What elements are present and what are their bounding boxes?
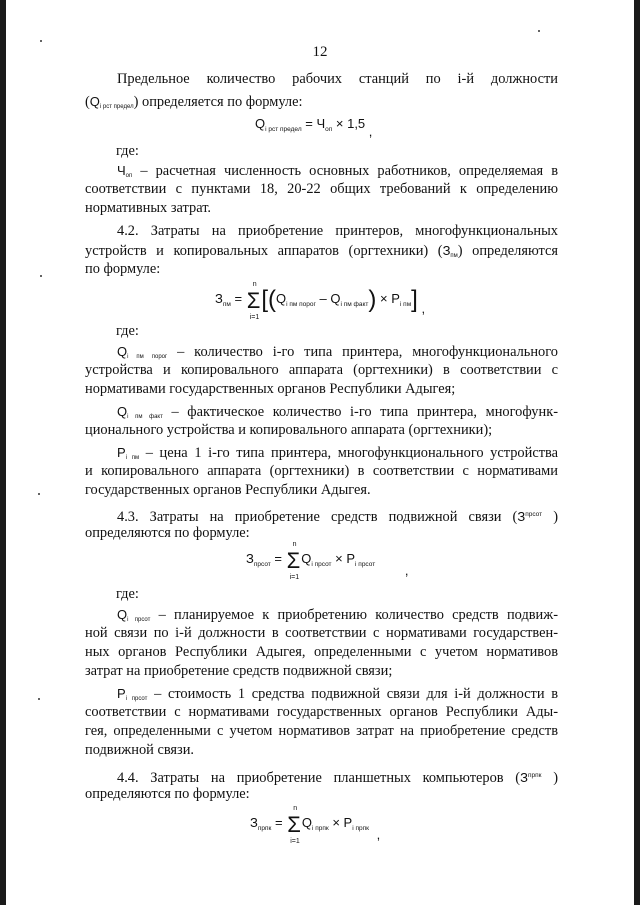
section-4-2-line1: 4.2. Затраты на приобретение принтеров, многофункциональных: [117, 223, 558, 239]
text-line: ) определяются: [457, 243, 558, 259]
definition-q-actual-line2: ционального устройства и копировального аппарата (оргтехники);: [85, 422, 493, 438]
symbol-superscript: прпк: [527, 772, 542, 779]
symbol-q: Q: [117, 344, 128, 359]
formula-mobile: [246, 541, 409, 581]
section-4-4-line2: определяются по формуле:: [85, 786, 250, 802]
sigma-upper: n: [293, 805, 298, 812]
text-line: – стоимость 1 средства подвижной связи для i-й должности в: [154, 686, 558, 702]
sigma-sum: Σ n i=1: [246, 281, 261, 321]
formula-comma: ,: [368, 124, 373, 139]
definition-mobile-qty-line4: затрат на приобретение средств подвижной связи;: [85, 663, 393, 679]
formula-eq: =: [274, 815, 283, 830]
formula-minus: –: [319, 291, 327, 306]
scan-speck: [38, 493, 40, 495]
text-line: ): [553, 770, 558, 786]
formula-q: Q: [301, 815, 312, 830]
formula-subscript: i прпк: [352, 825, 369, 832]
formula-subscript: i пм порог: [286, 301, 316, 308]
sigma-upper: n: [252, 281, 257, 288]
definition-q-threshold-line3: нормативами государственных органов Республики Адыгея;: [85, 381, 456, 397]
text-line: – планируемое к приобретению количество средств подвиж-: [158, 607, 558, 623]
section-4-3-line2: определяются по формуле:: [85, 525, 250, 541]
formula-subscript: i прсот: [355, 561, 376, 568]
sigma-lower: i=1: [290, 838, 300, 845]
formula-q-actual: Q: [330, 291, 341, 306]
definition-mobile-cost-line2: соответствии с нормативами государственных органов Республики Ады-: [85, 704, 558, 720]
formula-subscript: оп: [325, 126, 333, 133]
text-line: – цена 1 i-го типа принтера, многофункционального устройства: [145, 445, 558, 461]
text-line: устройств и копировальных аппаратов (оргтехники) (: [85, 243, 443, 259]
symbol-p: P: [117, 445, 126, 460]
scan-speck: [538, 30, 540, 32]
scan-speck: [40, 40, 42, 42]
formula-rhs: × 1,5: [335, 116, 366, 131]
symbol-subscript: i пм факт: [127, 414, 163, 420]
sigma-lower: i=1: [289, 574, 300, 581]
scan-speck: [40, 275, 42, 277]
symbol-superscript: прсот: [525, 511, 543, 518]
symbol-subscript: i пм: [125, 455, 140, 461]
where-label: где:: [116, 143, 139, 159]
symbol-z: З: [520, 770, 528, 785]
text-line: – расчетная численность основных работников, определяемая в: [140, 163, 558, 179]
symbol-subscript: i прсот: [125, 696, 148, 702]
formula-subscript: i прсот: [311, 561, 332, 568]
formula-lhs: З: [246, 551, 254, 566]
text-line: Предельное количество рабочих станций по i-й должности: [117, 71, 558, 87]
formula-p: P: [346, 551, 356, 566]
where-label: где:: [116, 323, 139, 339]
formula-comma: ,: [421, 301, 426, 316]
formula-times: ×: [335, 551, 343, 566]
definition-mobile-qty-line3: ных органов Республики Адыгея, определенными с учетом нормативов: [85, 644, 558, 660]
definition-workers-line3: нормативных затрат.: [85, 200, 212, 216]
symbol-subscript: i прсот: [127, 617, 151, 623]
text-line: ): [553, 509, 558, 525]
symbol-ch: Ч: [117, 163, 126, 178]
symbol-q: Q: [117, 607, 128, 622]
formula-q-threshold: Q: [275, 291, 287, 306]
symbol-subscript: пм: [450, 253, 458, 259]
sigma-sum: Σ n i=1: [287, 805, 301, 845]
symbol-q: Q: [89, 94, 100, 109]
formula-workstations: [255, 116, 373, 139]
symbol-z: З: [442, 243, 451, 258]
paragraph-workstations: [85, 70, 558, 90]
formula-lhs: З: [250, 815, 258, 830]
formula-eq: = Ч: [305, 116, 326, 131]
text-line: 4.3. Затраты на приобретение средств подвижной связи (: [117, 509, 518, 525]
formula-comma: ,: [404, 563, 409, 578]
definition-mobile-cost-line3: гея, определенными с учетом нормативов затрат на приобретение средств: [85, 723, 558, 739]
page-number: 12: [312, 44, 328, 60]
text-line: 4.4. Затраты на приобретение планшетных компьютеров (: [117, 770, 521, 786]
definition-workers-line2: соответствии с пунктами 18, 20-22 общих требований к определению: [85, 181, 558, 197]
symbol-q: Q: [117, 404, 128, 419]
scan-right-edge: [634, 0, 640, 905]
definition-mobile-qty-line2: ной связи по i-й должности в соответствии с нормативами государствен-: [85, 625, 558, 641]
definition-price-line2: и копировального аппарата (оргтехники) в соответствии с нормативами: [85, 463, 558, 479]
symbol-subscript: i рст предел: [99, 104, 134, 110]
formula-q: Q: [301, 551, 312, 566]
sigma-lower: i=1: [249, 314, 260, 321]
definition-q-threshold-line2: устройства и копировального аппарата (оргтехники) в соответствии с: [85, 362, 558, 378]
formula-eq: =: [234, 291, 243, 306]
formula-printers: $З_{пм} = \Sigma$ n i=1 $[(Q_{i пм порог} - Q_{i пм факт}) \times P_{i пм}]$ ,: [215, 281, 426, 321]
section-4-2-line3: по формуле:: [85, 261, 161, 277]
scan-left-edge: [0, 0, 6, 905]
text-line: ) определяется по формуле:: [133, 94, 303, 110]
formula-eq: =: [274, 551, 282, 566]
symbol-z: З: [517, 509, 526, 524]
formula-subscript: i рст предел: [265, 126, 302, 133]
definition-mobile-cost-line4: подвижной связи.: [85, 742, 195, 758]
formula-lhs: З: [215, 291, 223, 306]
text-line: – фактическое количество i-го типа принтера, многофунк-: [171, 404, 558, 420]
text-line: – количество i-го типа принтера, многофункционального: [177, 344, 558, 360]
where-label: где:: [116, 586, 139, 602]
formula-p: P: [343, 815, 353, 830]
formula-subscript: i пм: [399, 301, 412, 308]
symbol-subscript: оп: [125, 173, 133, 179]
definition-price-line3: государственных органов Республики Адыгея.: [85, 482, 371, 498]
formula-comma: ,: [376, 827, 381, 842]
formula-lhs: Q: [255, 116, 266, 131]
formula-tablets: [250, 805, 381, 845]
formula-subscript: прсот: [253, 561, 271, 568]
formula-times: ×: [332, 815, 340, 830]
formula-p: P: [391, 291, 400, 306]
formula-subscript: i пм факт: [340, 301, 369, 308]
formula-times: ×: [380, 291, 388, 306]
symbol-p: P: [117, 686, 126, 701]
paragraph-workstations-line2: (Qi рст предел) определяется по формуле:: [85, 94, 303, 110]
symbol-subscript: i пм порог: [127, 354, 168, 360]
sigma-sum: Σ n i=1: [286, 541, 301, 581]
scan-speck: [38, 698, 40, 700]
formula-subscript: прпк: [257, 825, 272, 832]
formula-subscript: i прпк: [311, 825, 329, 832]
formula-subscript: пм: [222, 301, 231, 308]
sigma-upper: n: [292, 541, 297, 548]
